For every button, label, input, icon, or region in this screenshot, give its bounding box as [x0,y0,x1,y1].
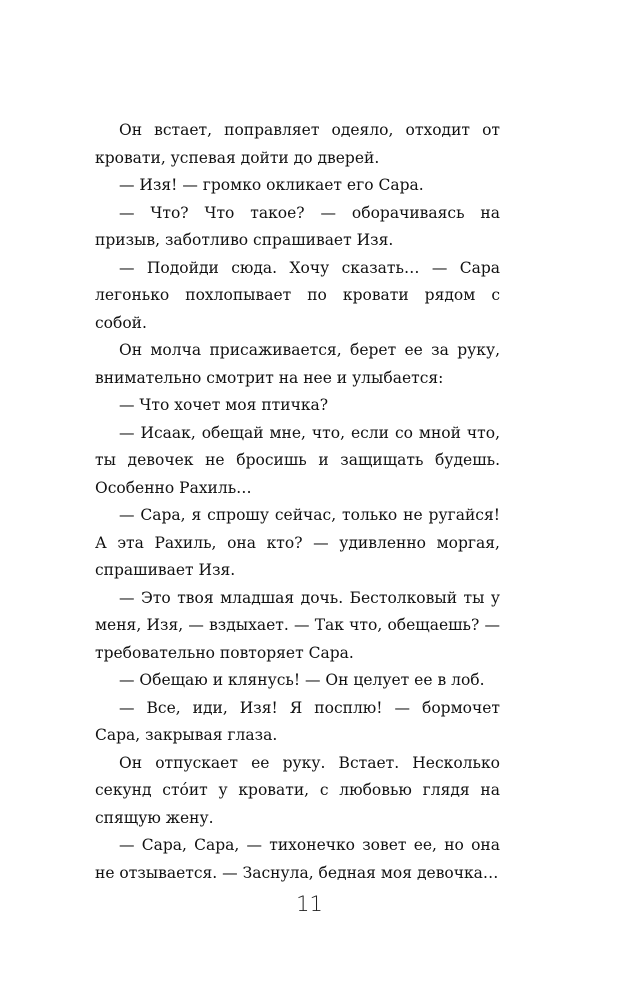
paragraph: — Что хочет моя птичка? [119,396,329,414]
paragraph: — Что? Что такое? — оборачиваясь на призыв, заботливо спрашивает Изя. [95,203,500,249]
paragraph: — Подойди сюда. Хочу сказать… — Сара легонько похлопывает по кровати рядом с собой. [95,258,500,332]
body-text [95,117,500,887]
paragraph: Он встает, поправляет одеяло, отходит от кровати, успевая дойти до дверей. [95,121,500,167]
paragraph: — Исаак, обещай мне, что, если со мной что, ты девочек не бросишь и защищать будешь. Особенно Рахиль… [95,423,500,497]
paragraph: Он молча присаживается, берет ее за руку, внимательно смотрит на нее и улыбается: [95,341,500,387]
paragraph: — Это твоя младшая дочь. Бестолковый ты у меня, Изя, — вздыхает. — Так что, обещаешь? — требовательно повторяет Сара. [95,588,500,662]
paragraph: — Обещаю и клянусь! — Он целует ее в лоб. [119,671,485,689]
paragraph: — Все, иди, Изя! Я посплю! — бормочет Сара, закрывая глаза. [95,698,500,744]
paragraph: — Изя! — громко окликает его Сара. [119,176,424,194]
paragraph: — Сара, Сара, — тихонечко зовет ее, но она не отзывается. — Заснула, бедная моя девочка… [95,836,500,882]
paragraph: — Сара, я спрошу сейчас, только не ругайся! А эта Рахиль, она кто? — удивленно моргая, спрашивает Изя. [95,506,500,579]
page-number: 11 [296,892,323,916]
paragraph: Он отпускает ее руку. Встает. Несколько секунд сто́ит у кровати, с любовью глядя на спящую жену. [95,753,500,827]
